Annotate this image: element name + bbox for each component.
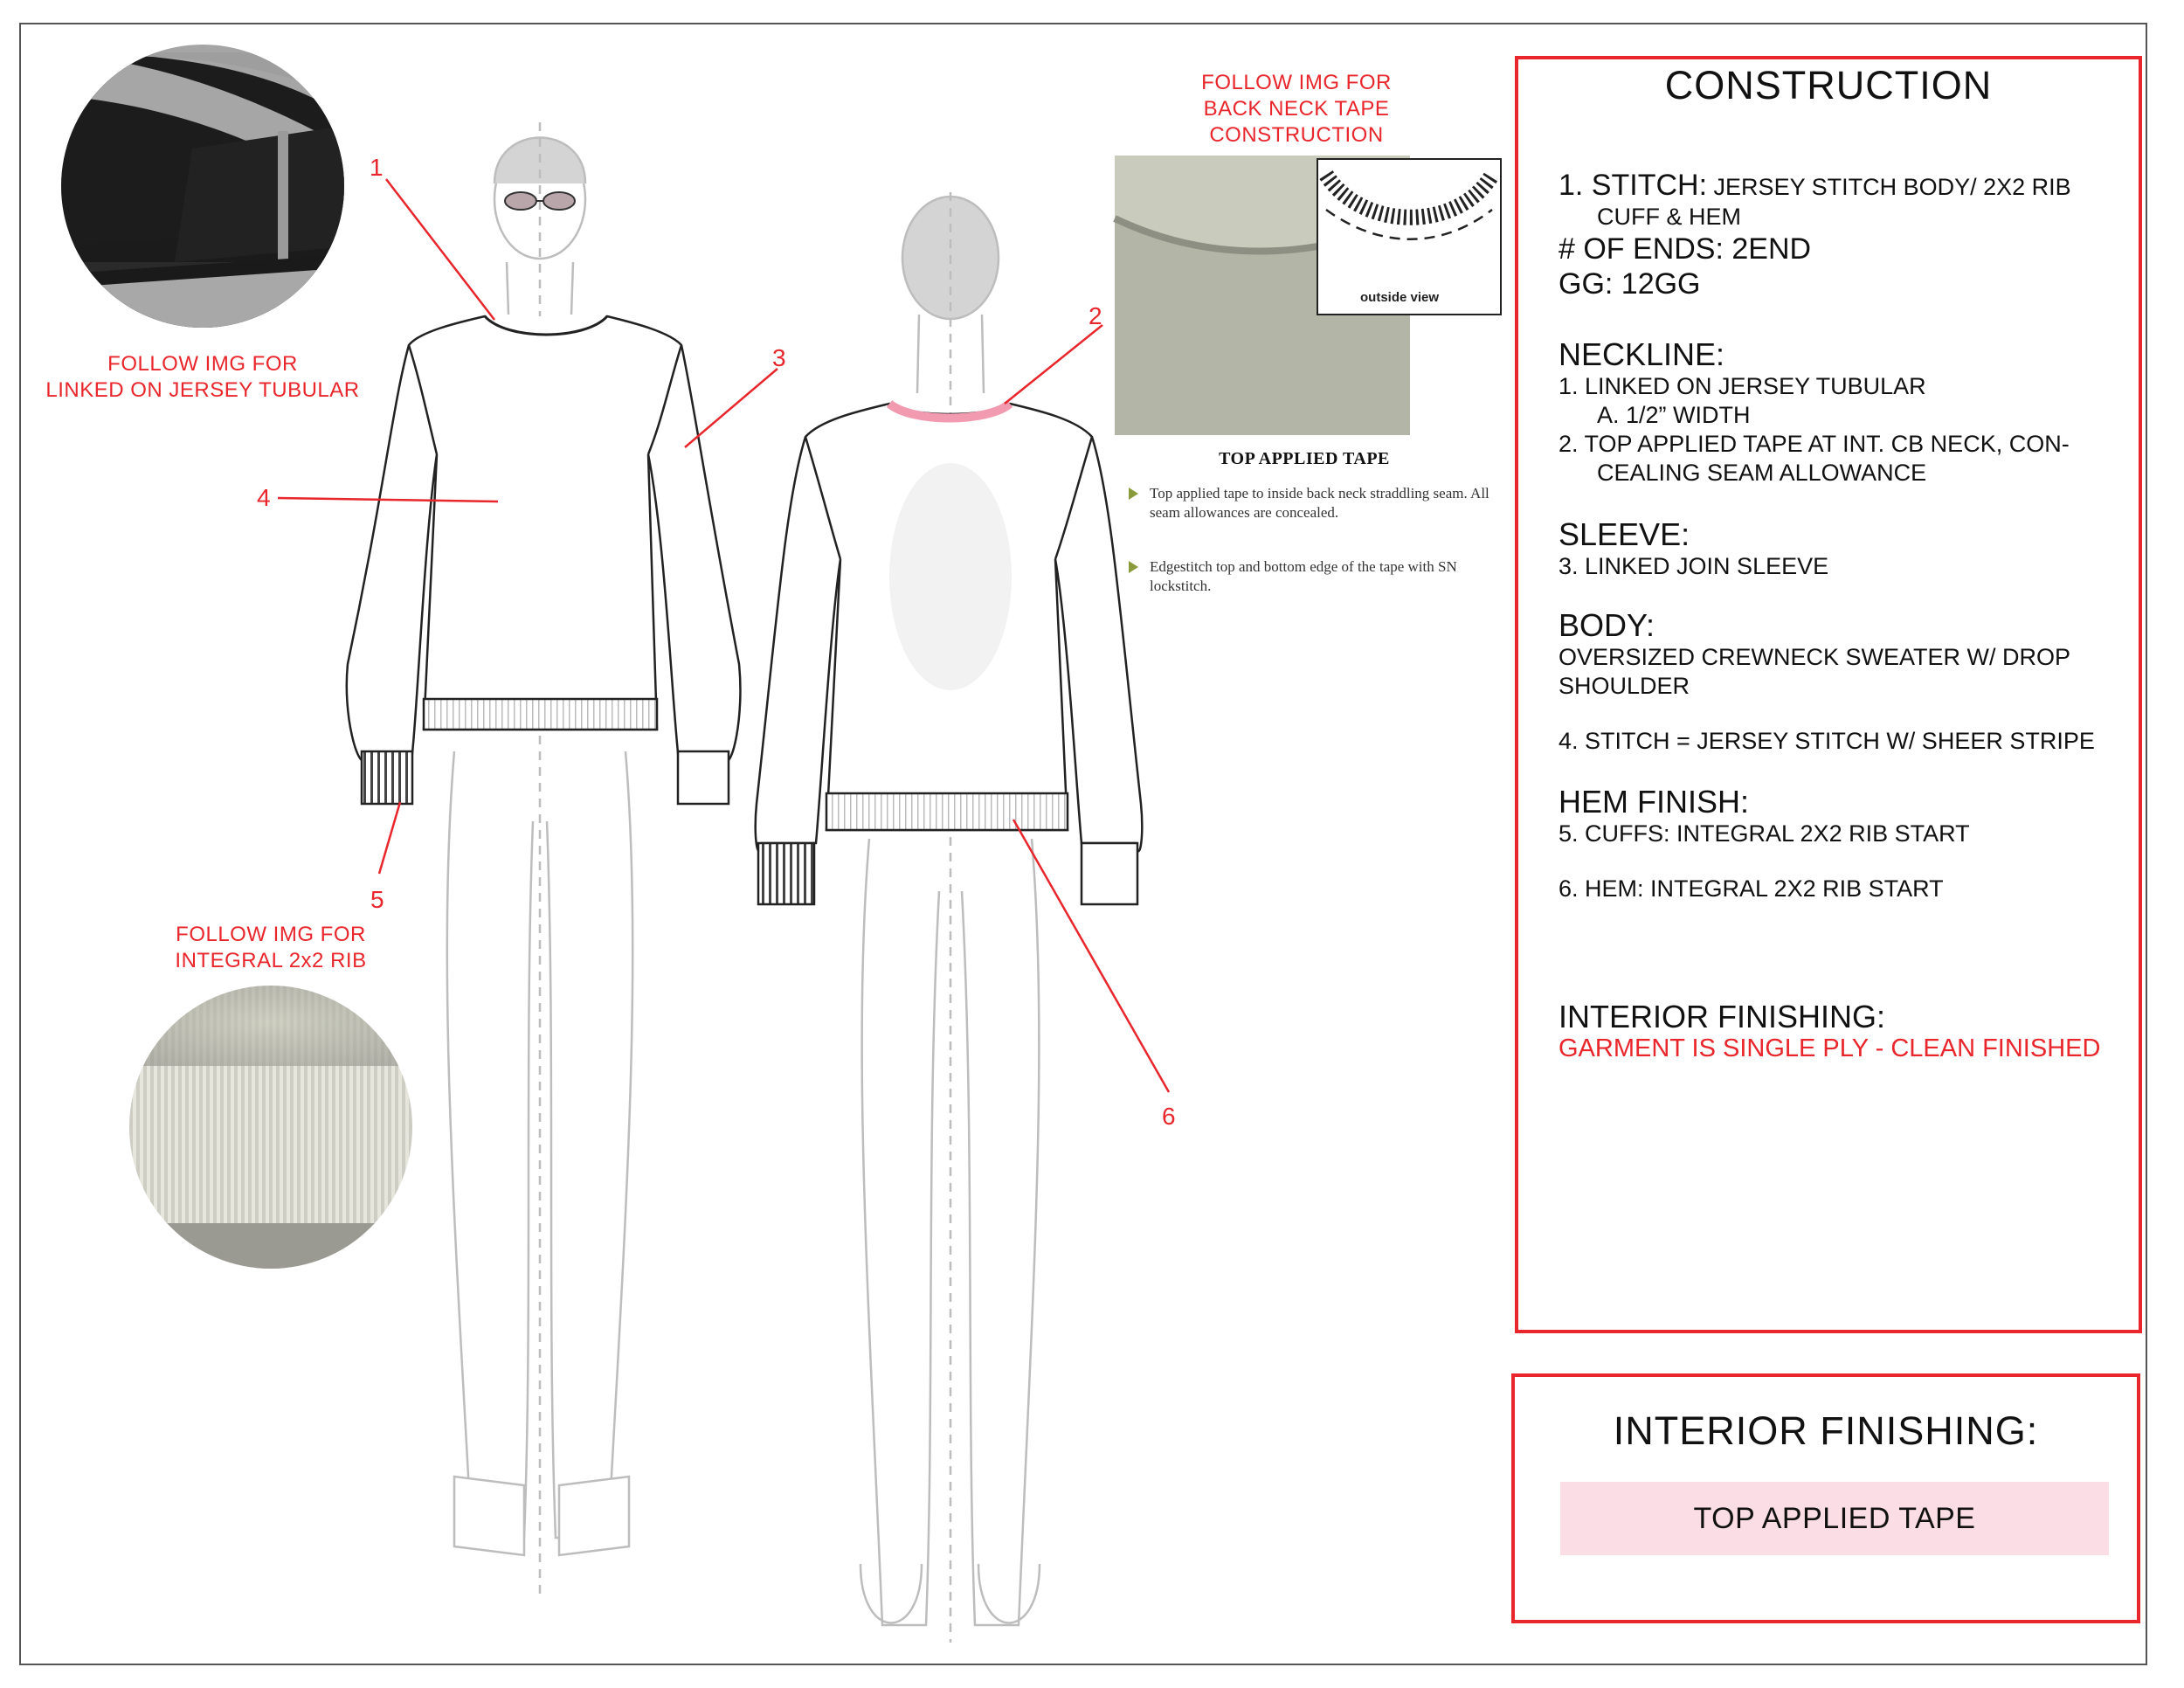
callout-6: 6 <box>1162 1103 1176 1130</box>
tape-bullet-1: Top applied tape to inside back neck straddling seam. All seam allowances are concealed. <box>1129 484 1517 522</box>
back-left-cuff <box>758 843 814 904</box>
rib-note: FOLLOW IMG FOR INTEGRAL 2x2 RIB <box>175 923 367 972</box>
callout-2: 2 <box>1089 302 1102 329</box>
callout-1: 1 <box>370 154 384 181</box>
linked-jersey-note: FOLLOW IMG FOR LINKED ON JERSEY TUBULAR <box>45 352 360 402</box>
sleeve-section: SLEEVE: 3. LINKED JOIN SLEEVE <box>1559 516 1829 579</box>
front-right-cuff <box>678 751 729 804</box>
back-sweater <box>756 404 1143 851</box>
back-neck-tape <box>889 404 1010 419</box>
front-sweater <box>347 316 741 769</box>
tape-reference-card <box>1102 142 1506 605</box>
linked-jersey-swatch <box>61 45 367 367</box>
top-applied-tape-tag: TOP APPLIED TAPE <box>1560 1482 2109 1555</box>
front-left-cuff <box>362 751 412 804</box>
tape-bullet-2: Edgestitch top and bottom edge of the tape with SN lockstitch. <box>1129 557 1517 596</box>
back-neck-note: FOLLOW IMG FOR BACK NECK TAPE CONSTRUCTION <box>1201 71 1392 147</box>
interior-finishing-panel <box>1511 1373 2140 1623</box>
interior-section: INTERIOR FINISHING: GARMENT IS SINGLE PLY - CLEAN FINISHED <box>1559 999 2101 1062</box>
body-section: BODY: OVERSIZED CREWNECK SWEATER W/ DROP SHOULDER 4. STITCH = JERSEY STITCH W/ SHEER STRIPE <box>1559 607 2095 754</box>
rib-swatch <box>122 979 419 1276</box>
callout-5: 5 <box>370 886 384 913</box>
tape-card-title: TOP APPLIED TAPE <box>1219 449 1390 468</box>
outside-view-label: outside view <box>1360 290 1440 305</box>
construction-panel <box>1515 56 2142 1333</box>
stitch-section: 1. STITCH: JERSEY STITCH BODY/ 2X2 RIB CUFF & HEM # OF ENDS: 2END GG: 12GG <box>1559 169 2071 301</box>
construction-title: CONSTRUCTION <box>1664 63 1993 107</box>
callout-4: 4 <box>257 484 271 511</box>
hem-section: HEM FINISH: 5. CUFFS: INTEGRAL 2X2 RIB START 6. HEM: INTEGRAL 2X2 RIB START <box>1559 784 1970 902</box>
callout-3: 3 <box>772 344 786 371</box>
neckline-section: NECKLINE: 1. LINKED ON JERSEY TUBULAR A. 1/2” WIDTH 2. TOP APPLIED TAPE AT INT. CB NECK, CON- CEALING SEAM ALLOWANCE <box>1559 336 2070 486</box>
interior-finishing-title: INTERIOR FINISHING: <box>1613 1408 2039 1453</box>
back-right-cuff <box>1082 843 1137 904</box>
